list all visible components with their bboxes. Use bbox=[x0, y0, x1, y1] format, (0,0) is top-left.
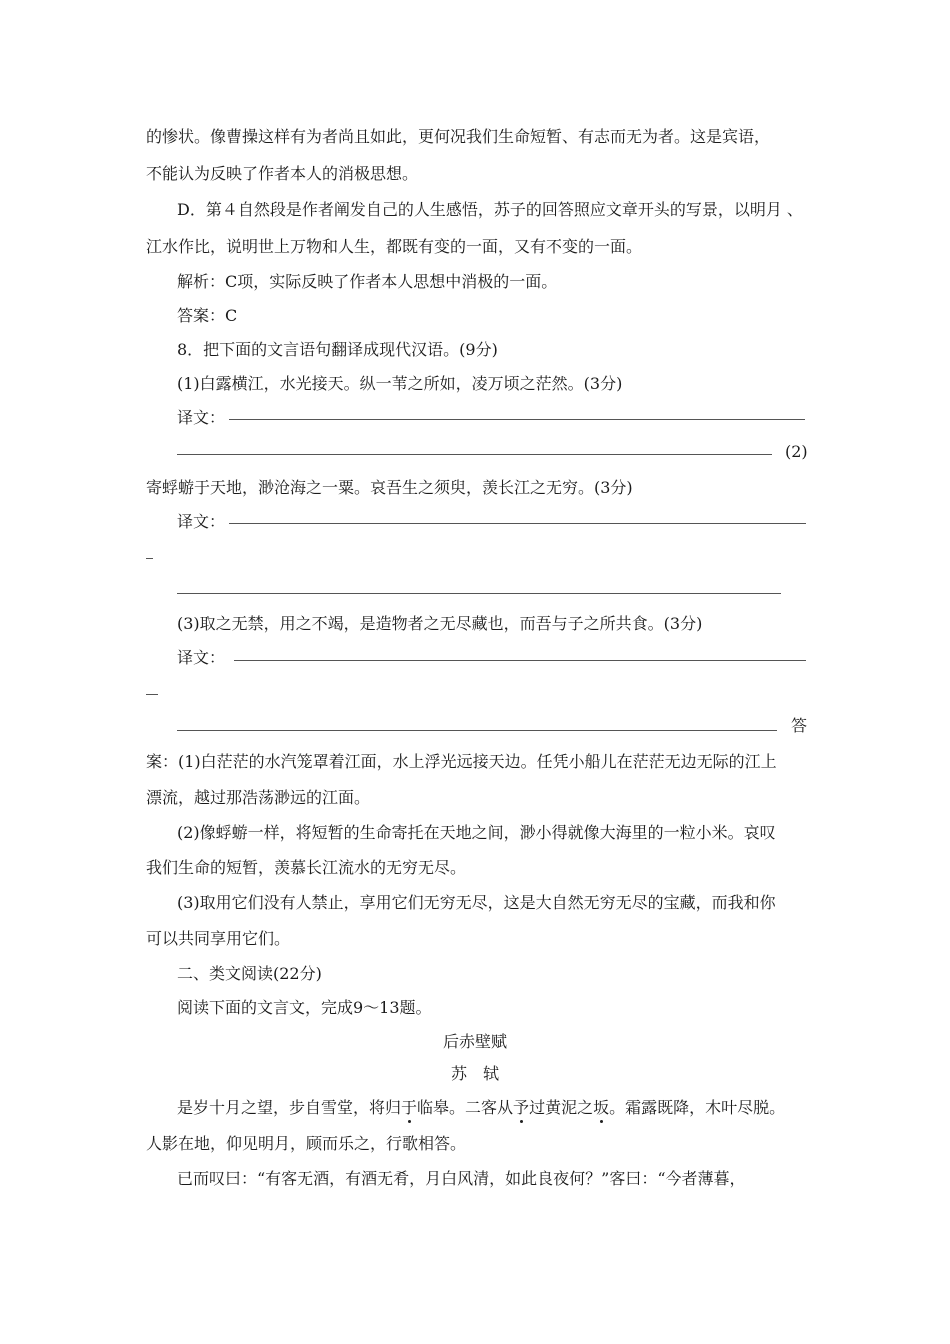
answer-text: 我们生命的短暂，羡慕长江流水的无穷无尽。 bbox=[146, 858, 467, 877]
passage-text: 过黄泥之 bbox=[529, 1098, 594, 1117]
text-line: 的惨状。像曹操这样有为者尚且如此，更何况我们生命短暂、有志而无为者。这是宾语， bbox=[146, 127, 771, 146]
answer-text: 可以共同享用它们。 bbox=[146, 929, 291, 948]
answer-text: 案：(1)白茫茫的水汽笼罩着江面，水上浮光远接天边。任凭小船儿在茫茫无边无际的江上 bbox=[146, 752, 777, 771]
translation-blank-1b[interactable] bbox=[177, 454, 772, 455]
text-line: 不能认为反映了作者本人的消极思想。 bbox=[146, 164, 419, 183]
passage-title: 后赤壁赋 bbox=[442, 1032, 507, 1051]
answer-text: (2)像蜉蝣一样，将短暂的生命寄托在天地之间，渺小得就像大海里的一粒小米。哀叹 bbox=[177, 823, 776, 842]
translation-blank-2b[interactable] bbox=[177, 593, 781, 594]
translation-label-3: 译文： bbox=[177, 648, 226, 667]
passage-line: 人影在地，仰见明月，顾而乐之，行歌相答。 bbox=[146, 1134, 467, 1153]
question-8-sentence-2: 寄蜉蝣于天地，渺沧海之一粟。哀吾生之须臾，羡长江之无穷。(3分) bbox=[146, 478, 633, 497]
question-8-sentence-3: (3)取之无禁，用之不竭，是造物者之无尽藏也，而吾与子之所共食。(3分) bbox=[177, 614, 703, 633]
answer-line: 答案：C bbox=[177, 306, 238, 325]
analysis-line: 解析：C项，实际反映了作者本人思想中消极的一面。 bbox=[177, 272, 558, 291]
section-heading: 二、类文阅读(22分) bbox=[177, 964, 322, 983]
section-instruction: 阅读下面的文言文，完成9～13题。 bbox=[177, 998, 432, 1017]
passage-text: 。霜露既降，木叶尽脱。 bbox=[609, 1098, 786, 1117]
emphasized-char: 予 bbox=[513, 1098, 530, 1117]
stray-dash bbox=[146, 694, 158, 695]
emphasized-char: 于 bbox=[401, 1098, 418, 1117]
translation-blank-3b[interactable] bbox=[177, 730, 777, 731]
answer-text: (3)取用它们没有人禁止，享用它们无穷无尽，这是大自然无穷无尽的宝藏，而我和你 bbox=[177, 893, 776, 912]
question-8-sentence-1: (1)白露横江，水光接天。纵一苇之所如，凌万顷之茫然。(3分) bbox=[177, 374, 623, 393]
answer-char: 答 bbox=[791, 716, 808, 735]
passage-text: 是岁十月之望，步自雪堂，将归 bbox=[177, 1098, 402, 1117]
passage-line bbox=[177, 1098, 785, 1118]
translation-blank-2a[interactable] bbox=[229, 523, 806, 524]
translation-blank-1a[interactable] bbox=[229, 419, 805, 420]
option-d-line: D．第４自然段是作者阐发自己的人生感悟，苏子的回答照应文章开头的写景，以明月 、 bbox=[177, 200, 803, 219]
translation-blank-3a[interactable] bbox=[234, 660, 806, 661]
stray-dash bbox=[146, 558, 153, 559]
passage-text: 临皋。二客从 bbox=[417, 1098, 514, 1117]
translation-label-1: 译文： bbox=[177, 408, 226, 427]
passage-line: 已而叹曰：“有客无酒，有酒无肴，月白风清，如此良夜何？”客曰：“今者薄暮， bbox=[177, 1169, 746, 1188]
question-8-title: 8．把下面的文言语句翻译成现代汉语。(9分) bbox=[177, 340, 498, 359]
option-d-line: 江水作比，说明世上万物和人生，都既有变的一面，又有不变的一面。 bbox=[146, 237, 643, 256]
answer-text: 漂流，越过那浩荡渺远的江面。 bbox=[146, 788, 371, 807]
translation-label-2: 译文： bbox=[177, 512, 226, 531]
passage-author: 苏 轼 bbox=[450, 1064, 499, 1083]
emphasized-char: 坂 bbox=[593, 1098, 610, 1117]
question-8-sentence-2-marker: (2) bbox=[785, 442, 808, 461]
